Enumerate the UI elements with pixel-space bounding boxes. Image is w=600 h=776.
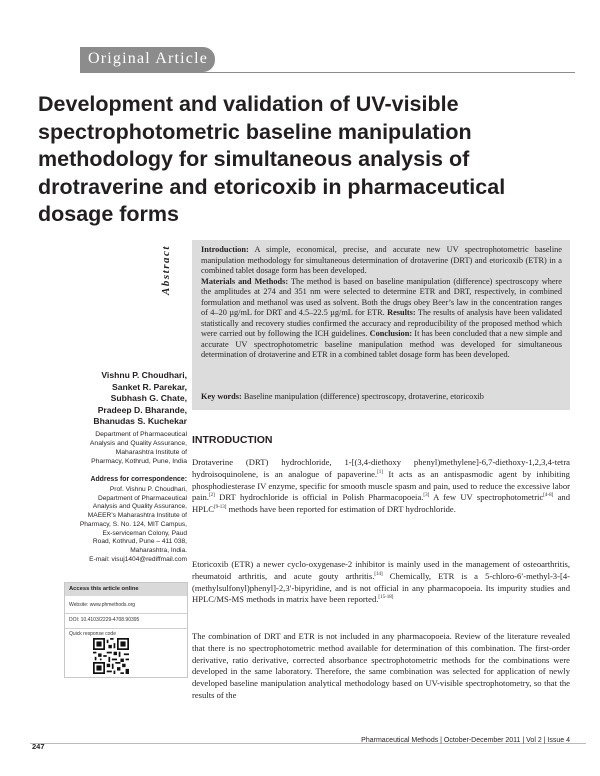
correspondence-line: Pharmacy, S. No. 124, MIT Campus, (79, 520, 187, 528)
keywords-text: Baseline manipulation (difference) spectroscopy, drotaverine, etoricoxib (241, 392, 484, 401)
correspondence-line: Analysis and Quality Assurance, (92, 503, 187, 511)
correspondence-line: Maharashtra, India. (130, 546, 187, 554)
abstract-label-text: Abstract (160, 245, 172, 295)
journal-citation: Pharmaceutical Methods | October-December 2011 | Vol 2 | Issue 4 (361, 737, 570, 744)
correspondence-line: MAEER’s Maharashtra Institute of (87, 512, 187, 520)
introduction-heading: INTRODUCTION (192, 434, 273, 446)
correspondence-line: Prof. Vishnu P. Choudhari, (109, 486, 187, 493)
affiliation-line: Maharashtra Institute of (115, 448, 187, 456)
article-type-banner (80, 47, 215, 72)
paragraph-text: methods have been reported for estimation of DRT hydrochloride. (226, 504, 456, 515)
affiliation-line: Analysis and Quality Assurance, (89, 439, 187, 447)
correspondence-line: Ex-serviceman Colony, Paud (102, 529, 187, 537)
abstract-intro-label: Introduction: (201, 245, 249, 254)
abstract-intro-text: A simple, economical, precise, and accurate new UV spectrophotometric baseline manipulation methodology for simultaneous determination of drotaverine (DRT) and etoricoxib (ETR) in a combined tablet dosage form has been developed. (201, 245, 562, 275)
citation-ref[interactable]: [15-18] (378, 595, 394, 601)
author-name: Sanket R. Parekar, (111, 381, 187, 392)
abstract-conclusion-label: Conclusion: (369, 329, 413, 338)
abstract-text (201, 245, 562, 361)
citation-ref[interactable]: [14] (374, 571, 383, 577)
affiliation-line: Department of Pharmaceutical (95, 431, 187, 438)
correspondence-heading: Address for correspondence: (90, 476, 187, 483)
article-title: Development and validation of UV-visible spectrophotometric baseline manipulation methodology for simultaneous analysis of drotraverine and etoricoxib in pharmaceutical dosage forms (38, 92, 506, 226)
author-list (40, 370, 187, 428)
correspondence-line: Road, Kothrud, Pune – 411 038, (92, 538, 187, 546)
body-paragraph-2 (192, 559, 570, 606)
page-number: 247 (32, 742, 45, 751)
qr-code-icon[interactable] (93, 638, 129, 674)
paragraph-text: A few UV spectrophotometric (429, 492, 544, 503)
citation-ref[interactable]: [1] (377, 469, 383, 475)
abstract-methods-label: Materials and Methods: (201, 276, 289, 286)
header-rule (80, 72, 575, 73)
access-online-heading-text: Access this article online (69, 586, 139, 592)
citation-ref[interactable]: [3] (423, 493, 430, 499)
correspondence-line: Department of Pharmaceutical (97, 494, 187, 502)
citation-ref[interactable]: [4-8] (543, 493, 554, 499)
body-paragraph-3: The combination of DRT and ETR is not included in any pharmacopoeia. Review of the literature revealed that there is no spectrophotometric method available for determination of this combination. The first-order derivative, ratio derivative, corrected absorbance spectrophotometric methods for the combinations were developed in the same laboratory. Therefore, the same combination was selected for application of newly developed baseline manipulation analytical methodology based on UV-visible spectrophotometry, so that the results of the (192, 631, 570, 700)
author-name: Bhanudas S. Kuchekar (93, 416, 187, 427)
keywords-label: Key words: (201, 392, 242, 401)
paragraph-text: Drotaverine (DRT) hydrochloride, 1-[(3,4-diethoxy phenyl)methylene]-6,7-diethoxy-1,2,3,4-tetra hydroisoquinolene, is an analogue of papaverine. (192, 457, 570, 479)
website-link[interactable]: Website: www.phmethods.org (69, 602, 136, 608)
author-name: Subhash G. Chate, (110, 393, 187, 404)
article-type-label: Original Article (88, 50, 209, 67)
body-paragraph-1 (192, 457, 570, 516)
correspondence-email[interactable]: E-mail: visuj1404@rediffmail.com (89, 555, 187, 563)
author-name: Pradeep D. Bharande, (97, 404, 187, 415)
access-online-heading (65, 583, 187, 596)
doi-text[interactable]: DOI: 10.4103/2229-4708.90395 (69, 617, 140, 623)
abstract-side-label (156, 240, 176, 300)
abstract-results-label: Results: (387, 308, 416, 317)
correspondence-address (40, 486, 187, 564)
citation-ref[interactable]: [9-13] (213, 505, 227, 511)
paragraph-text: It acts as an antispasmodic agent by inhibiting phosphodiesterase IV enzyme, specific for smooth muscle spasm and pain, used to reduce the excessive labor pain. (192, 468, 570, 503)
abstract-methods-text: The method is based on baseline manipulation (difference) spectroscopy where the amplitudes at 274 and 351 nm were selected to determine ETR and DRT, respectively, in combined formulation and methanol was used as solvent. Both the drugs obey Beer’s law in the concentration ranges of 4–20 µg/mL for DRT and 4.5–22.5 µg/mL for ETR. (201, 276, 562, 317)
qr-label: Quick response code (69, 631, 116, 637)
affiliation (40, 431, 187, 467)
paragraph-text: DRT hydrochloride is official in Polish Pharmacopoeia. (214, 492, 424, 503)
author-name: Vishnu P. Choudhari, (101, 370, 187, 380)
divider (65, 613, 187, 614)
access-online-box (64, 582, 188, 678)
abstract-results-text: The results of analysis have been validated statistically and recovery studies confirmed the accuracy and reproducibility of the proposed method which were carried out by following the ICH guidelines. (201, 308, 562, 338)
citation-ref[interactable]: [2] (208, 493, 215, 499)
paragraph-text: Chemically, ETR is a 5-chloro-6′-methyl-3-[4-(methylsulfonyl)phenyl]-2,3′-bipyridine, and is not official in any pharmacopoeia. Its impurity studies and HPLC/MS-MS methods in matrix have been reported. (192, 570, 570, 605)
abstract-conclusion-text: It has been concluded that a new simple and accurate UV spectrophotometric baseline manipulation method was developed for simultaneous determination of drotaverine and ETR in a combined tablet dosage form has been developed. (201, 329, 562, 359)
divider (65, 628, 187, 629)
keywords (201, 392, 562, 403)
paragraph-text: and HPLC (192, 492, 570, 515)
affiliation-line: Pharmacy, Kothrud, Pune, India (91, 457, 187, 465)
paragraph-text: Etoricoxib (ETR) a newer cyclo-oxygenase-2 inhibitor is mainly used in the management of osteoarthritis, rheumatoid arthritis, and acute gouty arthritis. (192, 559, 570, 581)
